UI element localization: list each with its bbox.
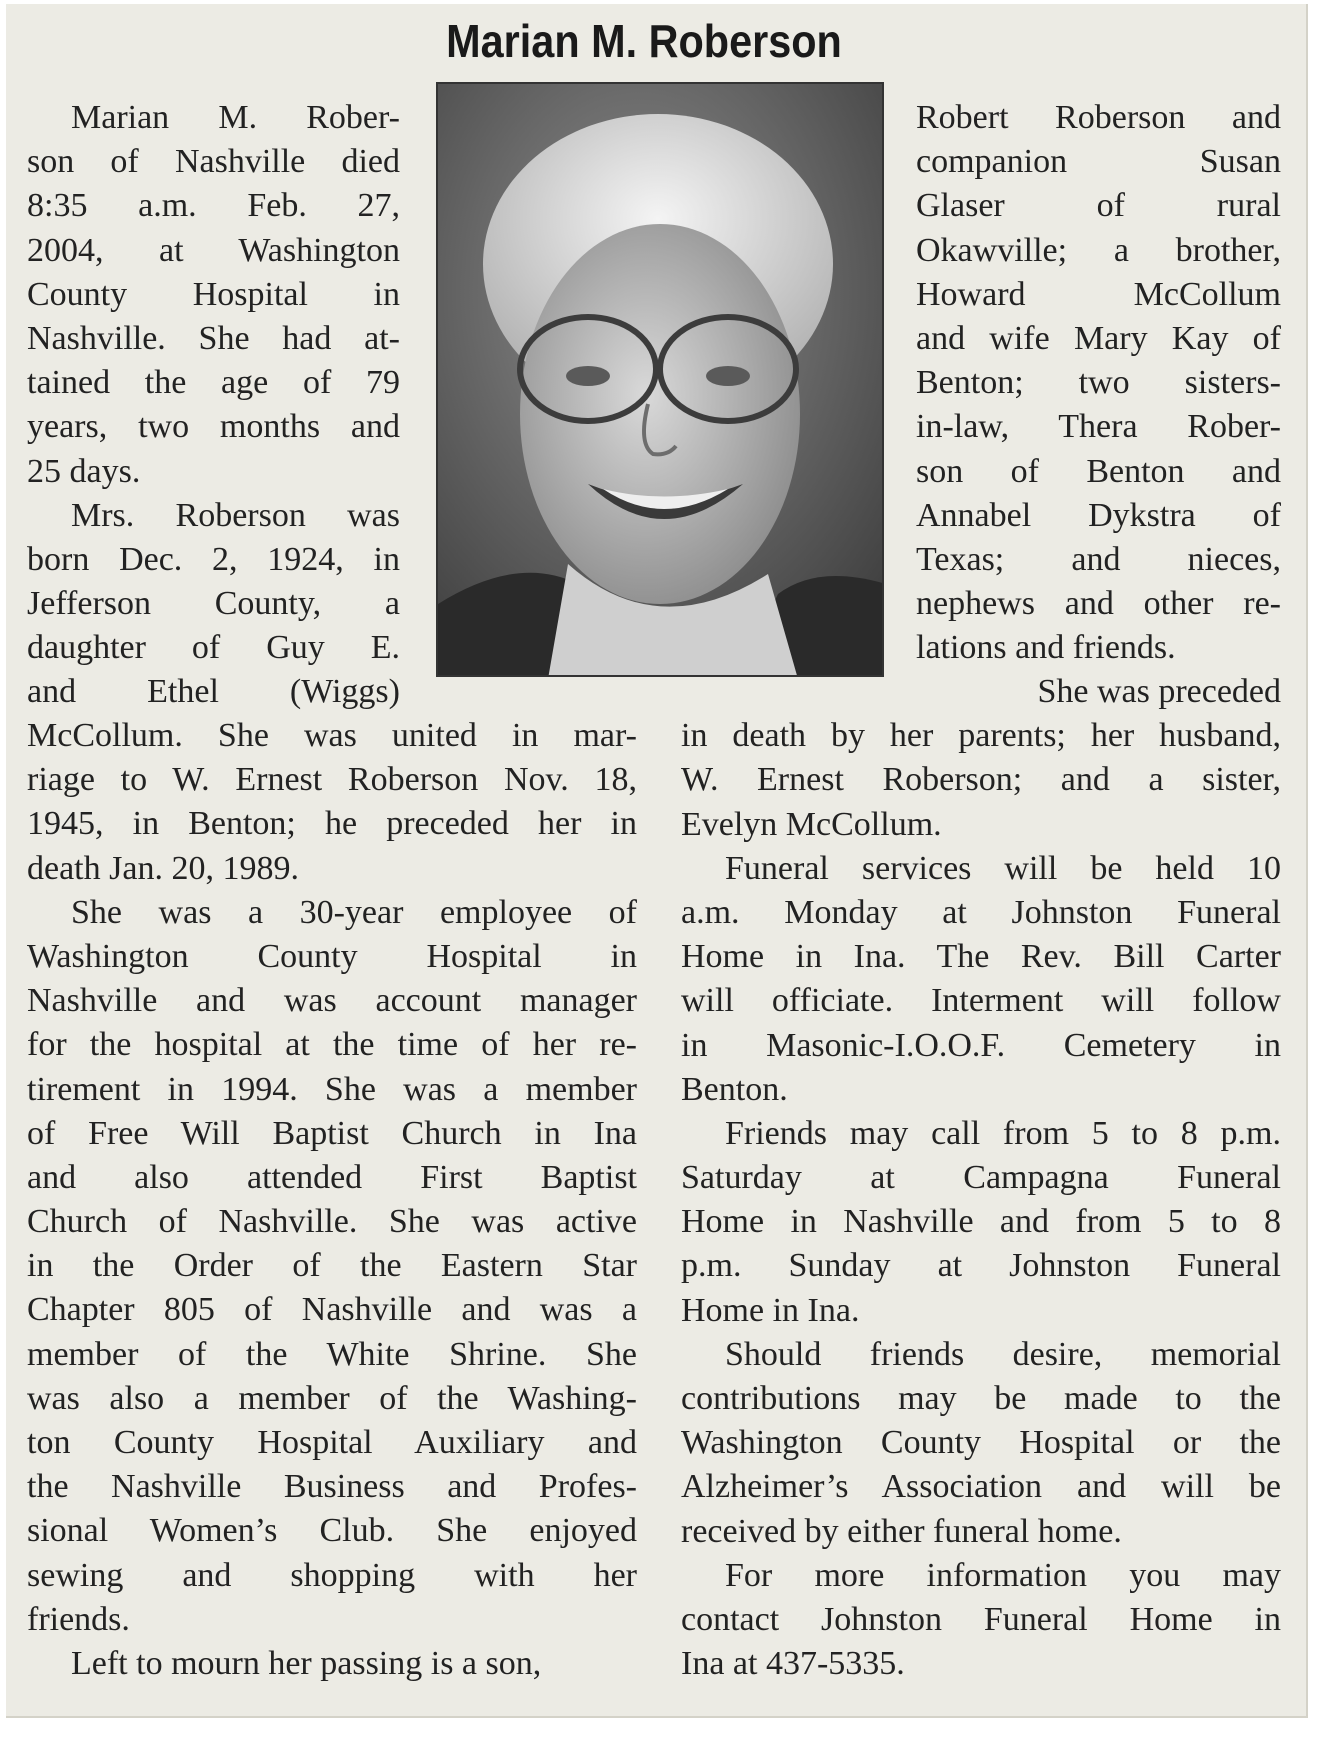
text-line: She was a 30-year employee of: [71, 893, 637, 931]
text-line: and wife Mary Kay of: [916, 319, 1281, 357]
text-line: will officiate. Interment will follow: [681, 982, 1281, 1020]
newspaper-clipping: [6, 4, 1308, 1718]
text-line: Robert Roberson and: [916, 99, 1281, 136]
text-line: Nashville and was account manager: [27, 982, 637, 1020]
text-line: ton County Hospital Auxiliary and: [27, 1424, 637, 1461]
text-line: Benton.: [681, 1070, 788, 1108]
text-line: Washington County Hospital or the: [681, 1424, 1281, 1462]
obituary-headline: Marian M. Roberson: [446, 15, 842, 67]
text-line: Glaser of rural: [916, 187, 1281, 225]
text-line: Marian M. Rober-: [71, 99, 400, 136]
text-line: Should friends desire, memorial: [725, 1335, 1281, 1373]
text-line: son of Nashville died: [27, 143, 400, 181]
text-line: Howard McCollum: [916, 275, 1281, 313]
text-line: and Ethel (Wiggs): [27, 673, 400, 711]
text-line: member of the White Shrine. She: [27, 1335, 637, 1373]
text-line: Texas; and nieces,: [916, 540, 1281, 578]
text-line: Home in Nashville and from 5 to 8: [681, 1203, 1281, 1241]
text-line: a.m. Monday at Johnston Funeral: [681, 893, 1281, 931]
text-line: received by either funeral home.: [681, 1512, 1122, 1550]
portrait-photo: [436, 82, 884, 677]
text-line: nephews and other re-: [916, 585, 1281, 623]
text-line: contact Johnston Funeral Home in: [681, 1600, 1281, 1638]
text-line: Benton; two sisters-: [916, 364, 1281, 402]
text-line: in Masonic-I.O.O.F. Cemetery in: [681, 1026, 1281, 1064]
text-line: Friends may call from 5 to 8 p.m.: [725, 1114, 1281, 1152]
portrait-image: [438, 84, 884, 677]
text-line: Saturday at Campagna Funeral: [681, 1159, 1281, 1197]
text-line: in the Order of the Eastern Star: [27, 1247, 637, 1285]
text-line: 1945, in Benton; he preceded her in: [27, 805, 637, 843]
text-line: contributions may be made to the: [681, 1380, 1281, 1417]
text-line: and also attended First Baptist: [27, 1158, 637, 1196]
text-line: of Free Will Baptist Church in Ina: [27, 1114, 637, 1152]
text-line: Left to mourn her passing is a son,: [71, 1644, 542, 1682]
text-line: Church of Nashville. She was active: [27, 1203, 637, 1241]
text-line: McCollum. She was united in mar-: [27, 717, 637, 754]
text-line: Chapter 805 of Nashville and was a: [27, 1291, 637, 1329]
text-line: sewing and shopping with her: [27, 1556, 637, 1594]
text-line: Okawville; a brother,: [916, 231, 1281, 269]
text-line: County Hospital in: [27, 275, 400, 313]
text-line: death Jan. 20, 1989.: [27, 849, 299, 887]
left-column-top: [27, 96, 400, 715]
text-line: p.m. Sunday at Johnston Funeral: [681, 1247, 1281, 1285]
text-line: 8:35 a.m. Feb. 27,: [27, 187, 400, 225]
text-line: the Nashville Business and Profes-: [27, 1468, 637, 1506]
text-line: lations and friends.: [916, 629, 1176, 667]
text-line: years, two months and: [27, 408, 400, 446]
text-line: For more information you may: [725, 1556, 1281, 1594]
text-line: was also a member of the Washing-: [27, 1379, 637, 1417]
text-line: Mrs. Roberson was: [71, 496, 400, 534]
text-line: Nashville. She had at-: [27, 319, 400, 357]
text-line: born Dec. 2, 1924, in: [27, 540, 400, 578]
text-line: 2004, at Washington: [27, 231, 400, 269]
text-line: 25 days.: [27, 452, 141, 490]
text-line: Home in Ina.: [681, 1291, 860, 1329]
text-line: Jefferson County, a: [27, 585, 400, 623]
text-line: Home in Ina. The Rev. Bill Carter: [681, 938, 1281, 976]
text-line: in death by her parents; her husband,: [681, 717, 1281, 755]
text-line: son of Benton and: [916, 452, 1281, 490]
text-line: daughter of Guy E.: [27, 629, 400, 667]
text-line: Washington County Hospital in: [27, 937, 637, 975]
text-line: W. Ernest Roberson; and a sister,: [681, 761, 1281, 799]
text-line: for the hospital at the time of her re-: [27, 1026, 637, 1064]
text-line: tained the age of 79: [27, 364, 400, 402]
text-line: friends.: [27, 1600, 130, 1638]
text-line: Annabel Dykstra of: [916, 496, 1281, 534]
text-line: Ina at 437-5335.: [681, 1645, 905, 1683]
text-line: Alzheimer’s Association and will be: [681, 1468, 1281, 1506]
text-line: Funeral services will be held 10: [725, 849, 1281, 887]
right-column-top: [916, 96, 1281, 670]
text-line: companion Susan: [916, 143, 1281, 181]
right-column-bottom: [681, 670, 1281, 1686]
text-line: She was preceded: [1037, 673, 1281, 710]
text-line: Evelyn McCollum.: [681, 805, 942, 843]
left-column-bottom: [27, 714, 637, 1686]
text-line: sional Women’s Club. She enjoyed: [27, 1512, 637, 1550]
text-line: in-law, Thera Rober-: [916, 408, 1281, 446]
text-line: tirement in 1994. She was a member: [27, 1070, 637, 1108]
text-line: riage to W. Ernest Roberson Nov. 18,: [27, 761, 637, 799]
